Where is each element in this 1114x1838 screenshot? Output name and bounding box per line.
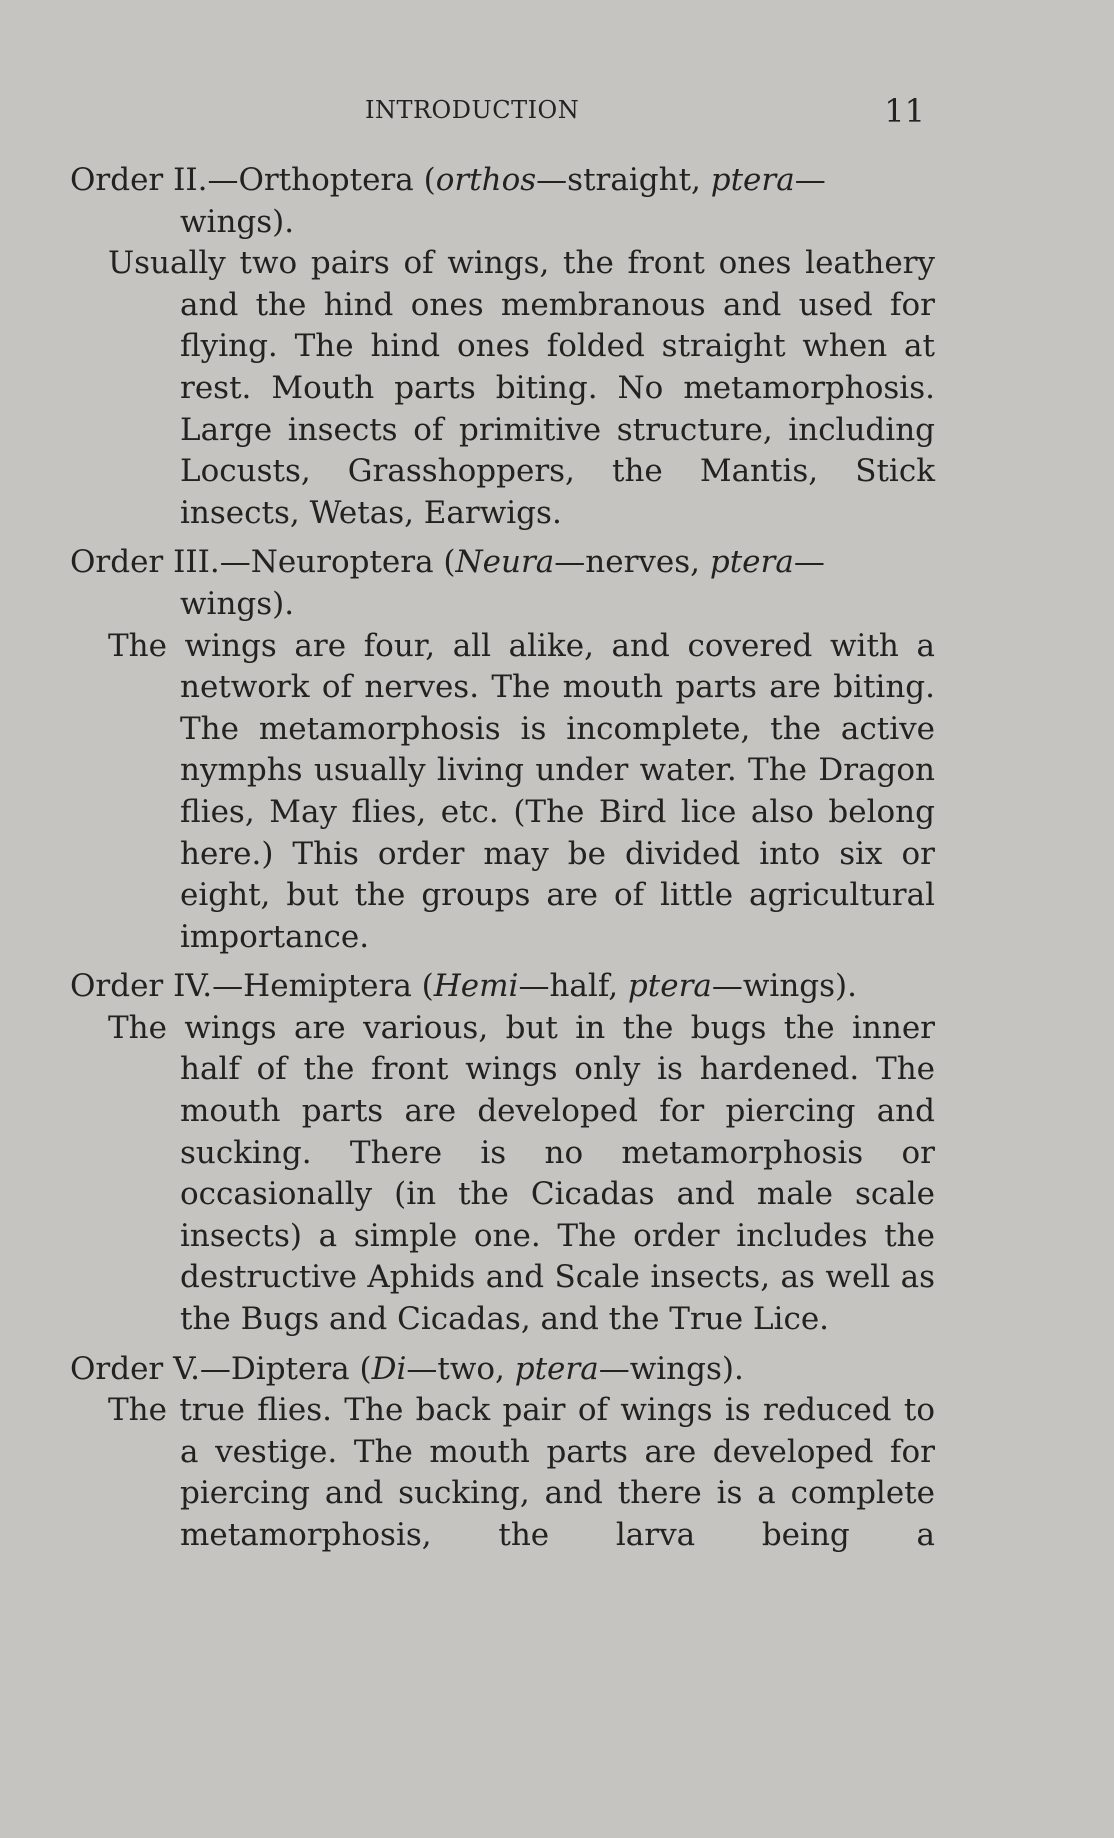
etymology-gloss: wings). bbox=[180, 585, 295, 622]
etymology-root: ptera bbox=[627, 968, 712, 1005]
etymology-root: ptera bbox=[709, 544, 794, 581]
etymology-root: Neura bbox=[455, 544, 555, 581]
order-name: Hemiptera bbox=[243, 968, 412, 1005]
etymology-root: Hemi bbox=[433, 968, 519, 1005]
etymology-root: ptera bbox=[710, 162, 795, 198]
running-head: INTRODUCTION bbox=[365, 96, 580, 124]
order-description: The wings are four, all alike, and covered with a network of nerves. The mouth parts are biting. The metamorphosis is incomplete, the active nymphs usually living under water. The Dragon flies, May flies, etc. (The Bird lice also belong here.) This order may be divided into six or eight, but the groups are of little agricultural importance. bbox=[108, 627, 935, 955]
order-name: Neuroptera bbox=[250, 544, 434, 581]
order-heading: Order II.—Orthoptera (orthos—straight, ptera—wings). bbox=[70, 162, 826, 240]
order-name: Orthoptera bbox=[238, 162, 414, 198]
order-description: The true flies. The back pair of wings is reduced to a vestige. The mouth parts are developed for piercing and sucking, and there is a complete metamorphosis, the larva being a bbox=[108, 1392, 935, 1553]
order-label: Order III. bbox=[70, 544, 220, 581]
etymology-gloss: wings). bbox=[742, 968, 857, 1005]
order-heading: Order V.—Diptera (Di—two, ptera—wings). bbox=[70, 1350, 744, 1387]
page-body bbox=[70, 160, 935, 1557]
etymology-root: orthos bbox=[435, 162, 537, 198]
etymology-gloss: half, bbox=[549, 968, 628, 1005]
order-label: Order II. bbox=[70, 162, 208, 198]
order-heading: Order III.—Neuroptera (Neura—nerves, ptera—wings). bbox=[70, 544, 825, 622]
etymology-root: ptera bbox=[514, 1350, 599, 1387]
page-header bbox=[70, 92, 925, 132]
page-number: 11 bbox=[884, 92, 925, 130]
order-name: Diptera bbox=[230, 1350, 350, 1387]
etymology-gloss: straight, bbox=[567, 162, 711, 198]
order-description: Usually two pairs of wings, the front ones leathery and the hind ones membranous and used for flying. The hind ones folded straight when at rest. Mouth parts biting. No metamorphosis. Large insects of primitive structure, including Locusts, Grasshoppers, the Mantis, Stick insects, Wetas, Earwigs. bbox=[108, 245, 935, 531]
etymology-gloss: wings). bbox=[629, 1350, 744, 1387]
etymology-gloss: two, bbox=[437, 1350, 515, 1387]
etymology-gloss: wings). bbox=[180, 203, 295, 240]
order-description: The wings are various, but in the bugs the inner half of the front wings only is hardened. The mouth parts are developed for piercing and sucking. There is no metamorphosis or occasionally (in the Cicadas and male scale insects) a simple one. The order includes the destructive Aphids and Scale insects, as well as the Bugs and Cicadas, and the True Lice. bbox=[108, 1009, 935, 1338]
order-label: Order V. bbox=[70, 1350, 200, 1387]
order-label: Order IV. bbox=[70, 968, 213, 1005]
order-heading: Order IV.—Hemiptera (Hemi—half, ptera—wings). bbox=[70, 968, 857, 1005]
etymology-root: Di bbox=[371, 1350, 407, 1387]
etymology-gloss: nerves, bbox=[585, 544, 710, 581]
